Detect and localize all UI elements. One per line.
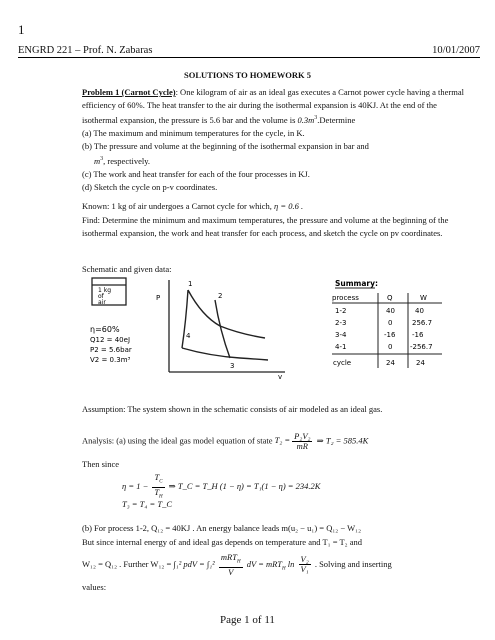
summary-cell: 0 [388, 343, 393, 351]
tc-result: ⇒ T_C = T_H (1 − η) = T₁(1 − η) = 234.2K [168, 481, 321, 492]
summary-cell: 256.7 [412, 319, 433, 327]
summary-title: Summary: [335, 279, 379, 288]
problem-item-a: (a) The maximum and minimum temperatures for the cycle, in K. [82, 127, 305, 138]
given-q12: Q12 = 40eJ [90, 336, 131, 344]
values-label: values: [82, 582, 107, 592]
then-since: Then since [82, 459, 120, 469]
part-b-line2: But since internal energy of and ideal gas depends on temperature and T₁ = T₂ and [82, 537, 363, 547]
efficiency-equation: η = 1 − $\frac{T_C}{T_H}$ ⇒ T_C = T_H (1 − η) = T₁(1 − η) = 234.2K [122, 472, 321, 500]
point-4: 4 [186, 332, 191, 340]
known-eq: η = 0.6 . [274, 201, 304, 211]
schematic-label: Schematic and given data: [82, 264, 172, 274]
problem-item-d: (d) Sketch the cycle on p-v coordinates. [82, 181, 218, 192]
t3-equation: T₃ = T₄ = T_C [122, 499, 172, 509]
summary-cell: 3-4 [335, 331, 347, 339]
box-text-2: of [98, 293, 104, 300]
point-3: 3 [230, 362, 235, 370]
problem-item-c: (c) The work and heat transfer for each of the four processes in KJ. [82, 168, 310, 179]
part-b-line3 [82, 553, 482, 577]
problem-text: : One kilogram of air as an ideal gas executes a Carnot power cycle having a thermal efficiency of 60%. The heat transfer to the air during the isothermal expansion is 40KJ. At the end of the isothermal expansion, the pressure is 5.6 bar and the volume is [82, 87, 464, 125]
state-equation: T₂ = $\frac{\text{P₂V₂}}{mR}$ [274, 431, 311, 451]
work-integral: ∫₁² pdV = ∫₁² $\frac{mRT_H}{V}$ dV = mRT$_H$ ln $\frac{\text{V₂}}{\text{V₁}}$ [173, 552, 309, 577]
given-eta: η=60% [90, 325, 120, 334]
known-text: Known: 1 kg of air undergoes a Carnot cycle for which, [82, 201, 272, 211]
summary-head-w: W [420, 294, 427, 302]
summary-cell: 40 [386, 307, 395, 315]
page-number: 1 [18, 22, 25, 37]
summary-cycle-label: cycle [333, 359, 352, 367]
isotherm-hot [188, 290, 265, 338]
schematic-sketch [90, 276, 490, 379]
summary-cell: -256.7 [410, 343, 433, 351]
box-text-1: 1 kg [98, 287, 112, 294]
header-date: 10/01/2007 [432, 45, 480, 56]
summary-cell: -16 [384, 331, 396, 339]
summary-head-process: process [332, 294, 359, 302]
analysis-line [82, 432, 482, 451]
problem-statement [82, 86, 472, 194]
summary-cell: -16 [412, 331, 424, 339]
summary-cell: 4-1 [335, 343, 347, 351]
summary-cell: 1-2 [335, 307, 347, 315]
box-text-3: air [98, 299, 106, 306]
isotherm-cold [182, 348, 268, 360]
given-p2: P2 = 5.6bar [90, 346, 132, 354]
header-left: ENGRD 221 – Prof. N. Zabaras [18, 45, 153, 56]
problem-tail: .Determine [317, 114, 356, 125]
volume-exponent: 3 [314, 115, 318, 121]
summary-cell: 40 [415, 307, 424, 315]
assumption-text: Assumption: The system shown in the schematic consists of air modeled as an ideal gas. [82, 404, 383, 414]
solving-text: . Solving and inserting [314, 558, 392, 569]
running-header [18, 45, 480, 58]
analysis-text: Analysis: (a) using the ideal gas model equation of state [82, 435, 273, 446]
t2-result: ⇒ T₂ = 585.4K [316, 435, 369, 446]
part-b-line1: (b) For process 1-2, Q₁₂ = 40KJ . An energy balance leads m(u₂ − u₁) = Q₁₂ − W₁₂ [82, 523, 362, 533]
point-1: 1 [188, 280, 193, 288]
p-axis-label: P [156, 294, 161, 302]
problem-item-b: (b) The pressure and volume at the beginning of the isothermal expansion in bar and $m^3$, respectively. [82, 140, 369, 166]
page-footer: Page 1 of 11 [220, 614, 275, 626]
problem-label: Problem 1 (Carnot Cycle) [82, 87, 176, 97]
summary-head-q: Q [387, 294, 393, 302]
find-text: Find: Determine the minimum and maximum temperatures, the pressure and volume at the beginning of the isothermal expansion, the work and heat transfer for each process, and sketch the cycle on pv coordinates. [82, 215, 449, 238]
v-axis-label: v [278, 373, 283, 379]
page-title: SOLUTIONS TO HOMEWORK 5 [184, 70, 311, 80]
w12-text: W₁₂ = Q₁₂ . Further W₁₂ = [82, 558, 172, 569]
known-line [82, 200, 477, 213]
problem-volume: 0.3m [297, 114, 315, 125]
summary-rows [335, 307, 433, 351]
summary-cycle-w: 24 [416, 359, 425, 367]
summary-cycle-q: 24 [386, 359, 395, 367]
summary-cell: 0 [388, 319, 393, 327]
summary-cell: 2-3 [335, 319, 347, 327]
point-2: 2 [218, 292, 223, 300]
given-v2: V2 = 0.3m³ [90, 356, 131, 364]
